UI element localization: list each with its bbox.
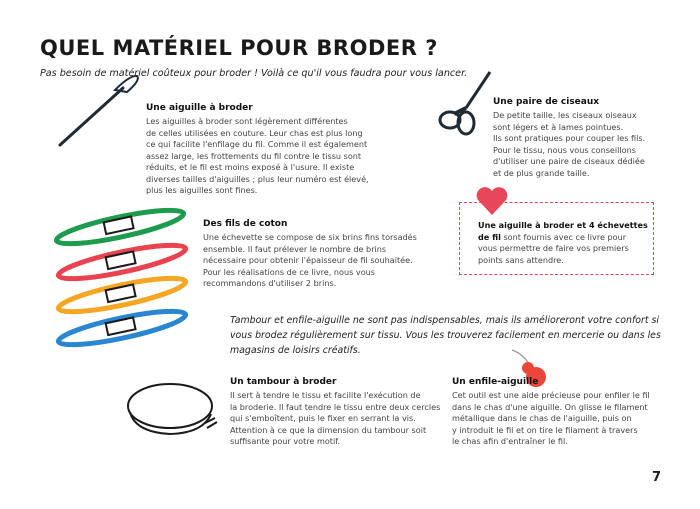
optional-tools-intro (230, 313, 661, 358)
text-line: qui s'emboîtent, puis le fixer en serrant la vis. (230, 413, 416, 423)
thread-skeins-illustration (50, 205, 195, 350)
text-line: Pour le tissu, nous vous conseillons (493, 144, 636, 155)
text-line: ce qui facilite l'enfilage du fil. Comme il est également (146, 139, 368, 149)
note-text (478, 220, 648, 266)
embroidery-hoop-icon (125, 378, 220, 443)
text-line: points sans attendre. (478, 254, 564, 265)
text-line: diverses tailles d'aiguilles ; plus leur numéro est élevé, (146, 173, 369, 184)
text-line: nécessaire pour obtenir l'épaisseur de fil souhaitée. (203, 255, 413, 265)
needle-text (146, 116, 369, 197)
text-line: suffisante pour votre motif. (230, 436, 341, 446)
note-bold: Une aiguille à broder et 4 échevettes (478, 220, 648, 230)
page-subtitle: Pas besoin de matériel coûteux pour broder ! Voilà ce qu'il vous faudra pour vous lancer. (40, 68, 468, 79)
hoop-text (230, 390, 440, 448)
text-line: d'utiliser une paire de ciseaux dédiée (493, 156, 645, 166)
hoop-heading: Un tambour à broder (230, 377, 337, 387)
text-line: ensemble. Il faut prélever le nombre de brins (203, 243, 387, 254)
text-line: le chas afin d'entraîner le fil. (452, 436, 568, 446)
text-line: la broderie. Il faut tendre le tissu entre deux cercles (230, 401, 441, 412)
text-line: magasins de loisirs créatifs. (230, 345, 361, 356)
text-line: plus les aiguilles sont fines. (146, 185, 258, 195)
text-line: dans le chas d'une aiguille. On glisse le filament (452, 401, 648, 412)
text-line: Il sert à tendre le tissu et facilite l'exécution de (230, 390, 421, 400)
note-bold: de fil (478, 231, 501, 242)
text-line: sont fournis avec ce livre pour (500, 231, 627, 242)
heart-icon (475, 186, 509, 216)
text-line: De petite taille, les ciseaux oiseaux (493, 110, 637, 120)
text-line: Les aiguilles à broder sont légèrement différentes (146, 116, 348, 126)
needle-heading: Une aiguille à broder (146, 103, 253, 113)
text-line: assez large, les frottements du fil contre le tissu sont (146, 150, 362, 161)
scissors-text (493, 110, 645, 179)
threader-heading: Un enfile-aiguille (452, 377, 539, 387)
text-line: métallique dans le chas de l'aiguille, puis on (452, 413, 632, 423)
cotton-text (203, 232, 417, 290)
text-line: Cet outil est une aide précieuse pour enfiler le fil (452, 390, 650, 400)
text-line: Ils sont pratiques pour couper les fils. (493, 133, 646, 143)
text-line: Pour les réalisations de ce livre, nous vous (203, 266, 375, 277)
text-line: sont légers et à lames pointues. (493, 121, 624, 132)
text-line: vous brodez régulièrement sur tissu. Vous les trouverez facilement en mercerie ou dans les (230, 330, 661, 341)
text-line: et de plus grande taille. (493, 167, 590, 178)
text-line: de celles utilisées en couture. Leur chas est plus long (146, 127, 363, 138)
cotton-heading: Des fils de coton (203, 219, 288, 229)
scissors-icon (436, 68, 496, 138)
threader-text (452, 390, 650, 448)
text-line: Tambour et enfile-aiguille ne sont pas indispensables, mais ils amélioreront votre confort si (230, 315, 659, 326)
page-number: 7 (652, 470, 662, 485)
text-line: vous permettre de faire vos premiers (478, 243, 629, 253)
text-line: recommandons d'utiliser 2 brins. (203, 278, 337, 288)
text-line: y introduit le fil et on tire le filament à travers (452, 424, 638, 435)
needle-icon (55, 70, 145, 150)
text-line: Une échevette se compose de six brins fins torsadés (203, 232, 417, 242)
text-line: réduits, et le fil est moins exposé à l'usure. Il existe (146, 162, 355, 172)
scissors-heading: Une paire de ciseaux (493, 97, 600, 107)
text-line: Attention à ce que la dimension du tambour soit (230, 424, 427, 435)
page-title: QUEL MATÉRIEL POUR BRODER ? (40, 36, 438, 60)
